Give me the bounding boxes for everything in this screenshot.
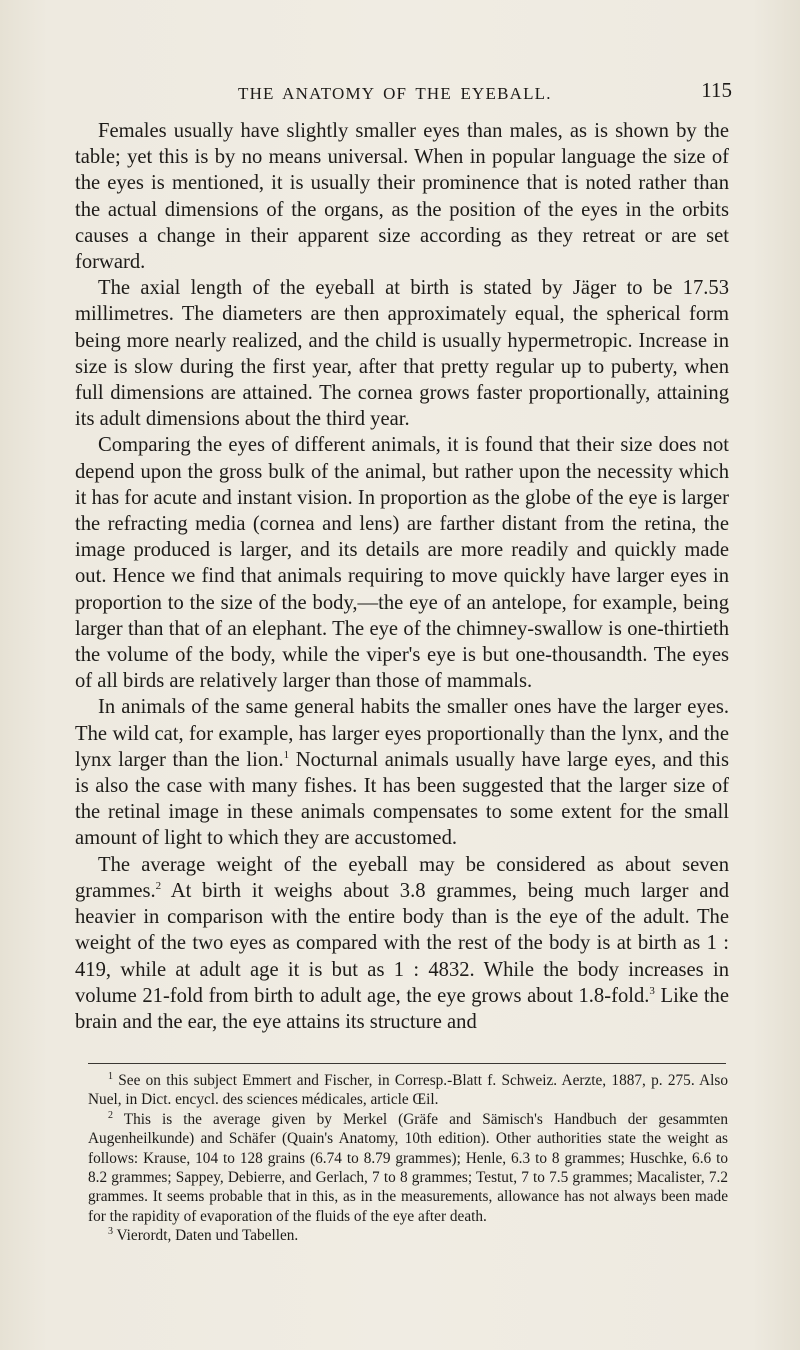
body-text: [75, 118, 729, 1035]
footnote-reference[interactable]: 1: [283, 749, 290, 762]
footnote-mark: 1: [108, 1070, 113, 1082]
running-head: THE ANATOMY OF THE EYEBALL.: [238, 84, 552, 103]
paragraph: Comparing the eyes of different animals, it is found that their size does not depend upon the gross bulk of the animal, but rather upon the necessity which it has for acute and instant vision. In proportion as the globe of the eye is larger the refracting media (cornea and lens) are farther distant from the retina, the image produced is larger, and its details are more readily and quickly made out. Hence we find that animals requiring to move quickly have larger eyes in proportion to the size of the body,—the eye of an antelope, for example, being larger than that of an elephant. The eye of the chimney-swallow is one-thirtieth the volume of the body, while the viper's eye is but one-thousandth. The eyes of all birds are relatively larger than those of mammals.: [75, 434, 729, 693]
footnote: [88, 1226, 728, 1245]
paragraph: The axial length of the eyeball at birth is stated by Jäger to be 17.53 millimetres. The diameters are then approximately equal, the spherical form being more nearly realized, and the child is usually hypermetropic. Increase in size is slow during the first year, after that pretty regular up to puberty, when full dimensions are attained. The cornea grows faster proportionally, attaining its adult dimensions about the third year.: [75, 277, 729, 431]
footnote-mark: 2: [108, 1109, 113, 1121]
footnote-text: Vierordt, Daten und Tabellen.: [113, 1227, 299, 1245]
footnote: [88, 1071, 728, 1110]
paragraph: [75, 852, 729, 1035]
paragraph: Females usually have slightly smaller eyes than males, as is shown by the table; yet this is by no means universal. When in popular language the size of the eyes is mentioned, it is usually their prominence that is noted rather than the actual dimensions of the organs, as the position of the eyes in the orbits causes a change in their apparent size according as they retreat or are set forward.: [75, 120, 729, 274]
footnote-reference[interactable]: 3: [649, 984, 655, 997]
paragraph-text: Nocturnal animals usually have large eyes, and this is also the case with many fishes. It has been suggested that the larger size of the retinal image in these animals compensates to some extent for the small amount of light to which they are accustomed.: [75, 748, 729, 850]
paragraph-text: In animals of the same general habits the smaller ones have the larger eyes. The wild cat, for example, has larger eyes proportionally than the lynx, and the lynx larger than the lion.: [75, 696, 729, 771]
footnote-mark: 3: [108, 1226, 113, 1238]
paragraph-text: At birth it weighs about 3.8 grammes, being much larger and heavier in comparison with the entire body than is the eye of the adult. The weight of the two eyes as compared with the rest of the body is at birth as 1 : 419, while at adult age it is but as 1 : 4832. While the body increases in volume 21-fold from birth to adult age, the eye grows about 1.8-fold.: [75, 879, 729, 1007]
footnote-divider: [88, 1063, 726, 1064]
paragraph-text: Like the brain and the ear, the eye attains its structure and: [75, 984, 729, 1033]
page-number: 115: [701, 78, 732, 102]
footnote: [88, 1110, 728, 1226]
paragraph: [75, 694, 729, 851]
footnote-text: See on this subject Emmert and Fischer, in Corresp.-Blatt f. Schweiz. Aerzte, 1887, p. 275. Also Nuel, in Dict. encycl. des sciences médicales, article Œil.: [88, 1072, 728, 1109]
footnote-text: This is the average given by Merkel (Gräfe and Sämisch's Handbuch der gesammten Augenheilkunde) and Schäfer (Quain's Anatomy, 10th edition). Other authorities state the weight as follows: Krause, 104 to 128 grains (6.74 to 8.79 grammes); Henle, 6.3 to 8 grammes; Huschke, 6.6 to 8.2 grammes; Sappey, Debierre, and Gerlach, 7 to 8 grammes; Testut, 7 to 7.5 grammes; Macalister, 7.2 grammes. It seems probable that in this, as in the measurements, allowance has not always been made for the rapidity of evaporation of the fluids of the eye after death.: [88, 1110, 728, 1225]
footnote-reference[interactable]: 2: [155, 880, 162, 893]
paragraph-text: The average weight of the eyeball may be considered as about seven grammes.: [75, 853, 729, 902]
footnotes: [88, 1071, 728, 1246]
